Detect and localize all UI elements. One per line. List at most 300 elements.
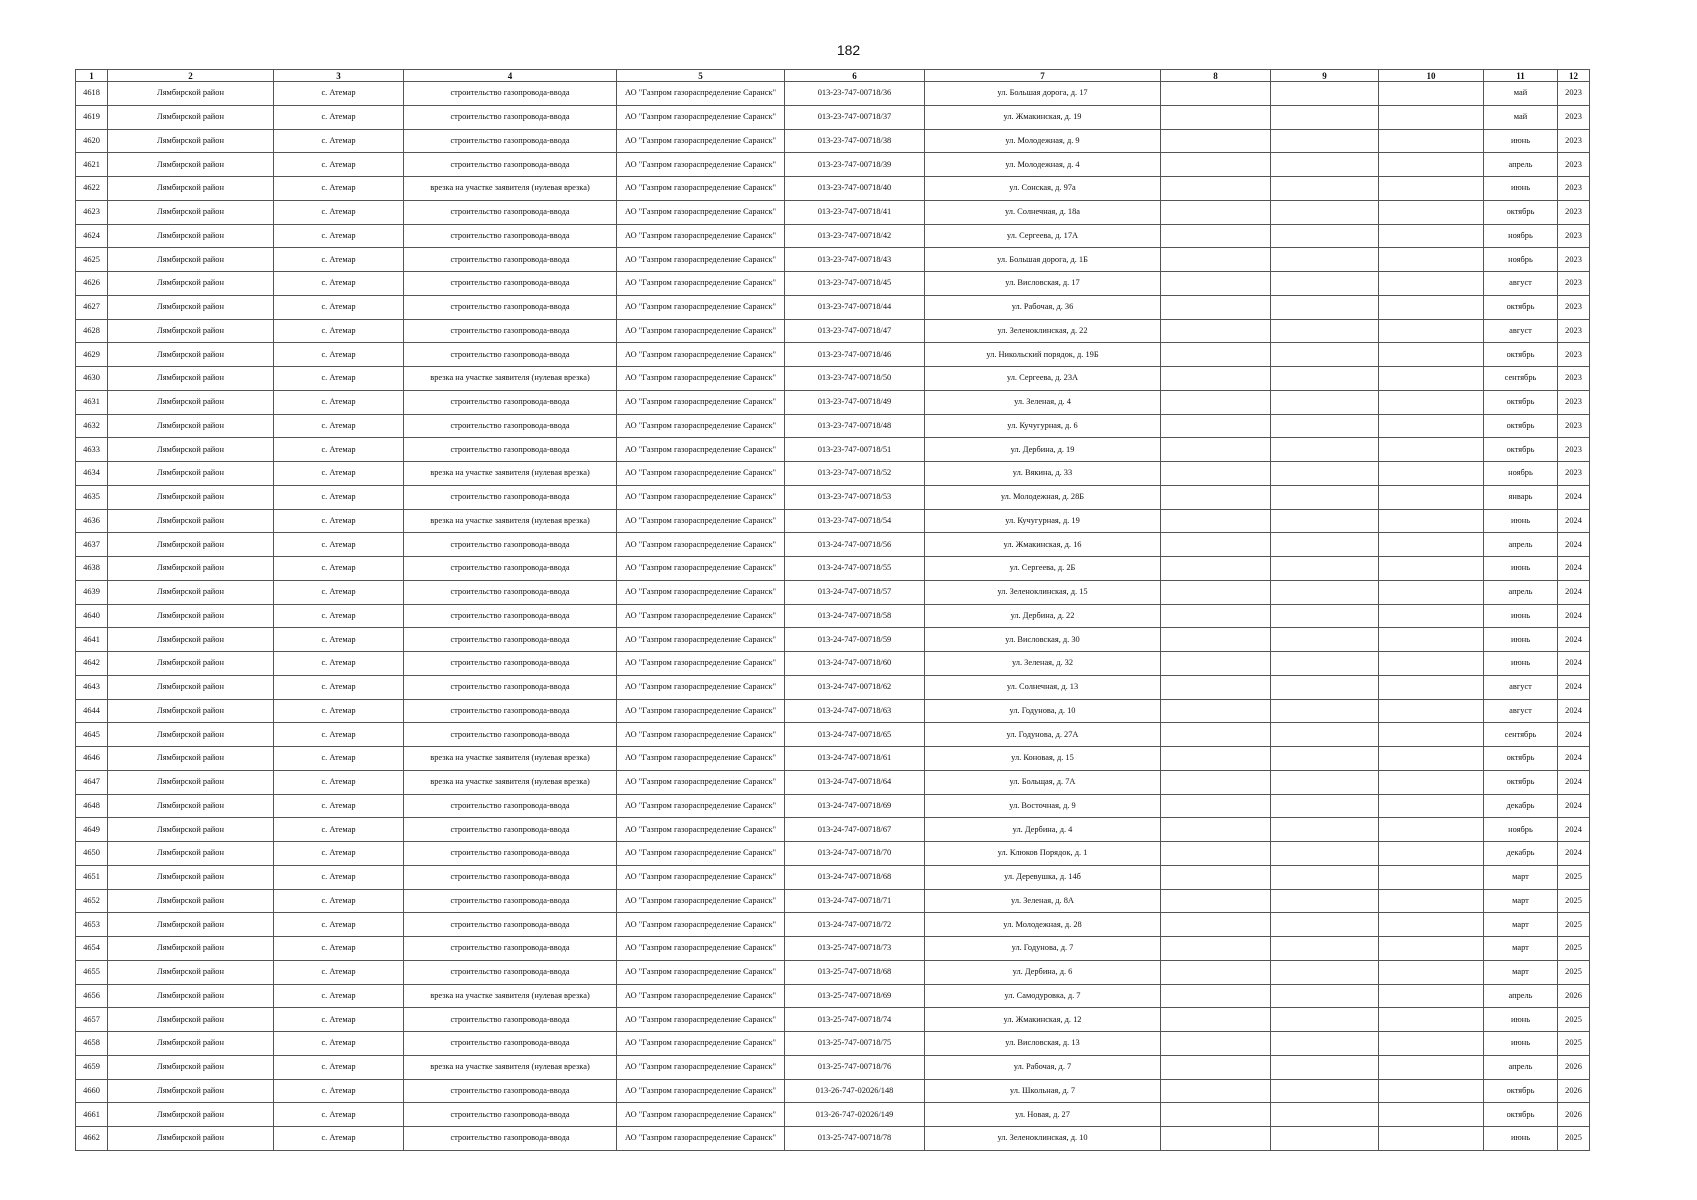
- table-cell: июнь: [1484, 652, 1558, 676]
- table-cell: строительство газопровода-ввода: [404, 105, 617, 129]
- table-cell: строительство газопровода-ввода: [404, 842, 617, 866]
- table-cell: строительство газопровода-ввода: [404, 438, 617, 462]
- table-cell: АО "Газпром газораспределение Саранск": [617, 224, 785, 248]
- table-cell: 2024: [1558, 747, 1590, 771]
- table-cell: с. Атемар: [274, 818, 404, 842]
- table-cell: 4640: [76, 604, 108, 628]
- table-cell: строительство газопровода-ввода: [404, 794, 617, 818]
- table-cell: Лямбирской район: [108, 865, 274, 889]
- table-cell: 4652: [76, 889, 108, 913]
- table-cell: июнь: [1484, 509, 1558, 533]
- table-cell: 013-24-747-00718/69: [785, 794, 925, 818]
- table-cell: [1379, 248, 1484, 272]
- table-cell: 2026: [1558, 984, 1590, 1008]
- table-cell: 2023: [1558, 82, 1590, 106]
- table-cell: [1379, 842, 1484, 866]
- table-cell: ул. Кучугурная, д. 19: [925, 509, 1161, 533]
- table-cell: [1161, 177, 1271, 201]
- table-row: [76, 1055, 1590, 1079]
- table-cell: [1161, 438, 1271, 462]
- table-cell: 013-23-747-00718/41: [785, 200, 925, 224]
- table-cell: с. Атемар: [274, 319, 404, 343]
- table-cell: [1161, 557, 1271, 581]
- table-cell: [1271, 295, 1379, 319]
- table-cell: [1271, 509, 1379, 533]
- table-cell: [1271, 390, 1379, 414]
- table-cell: Лямбирской район: [108, 200, 274, 224]
- table-cell: октябрь: [1484, 200, 1558, 224]
- table-cell: 013-23-747-00718/43: [785, 248, 925, 272]
- table-cell: август: [1484, 272, 1558, 296]
- page-number: 182: [836, 42, 861, 58]
- table-cell: [1379, 604, 1484, 628]
- table-cell: [1379, 747, 1484, 771]
- table-cell: строительство газопровода-ввода: [404, 1079, 617, 1103]
- table-cell: строительство газопровода-ввода: [404, 319, 617, 343]
- table-cell: [1379, 129, 1484, 153]
- table-cell: Лямбирской район: [108, 937, 274, 961]
- table-cell: [1271, 319, 1379, 343]
- column-header: 1: [76, 70, 108, 82]
- table-cell: [1379, 1127, 1484, 1151]
- table-cell: ул. Годунова, д. 7: [925, 937, 1161, 961]
- table-cell: с. Атемар: [274, 390, 404, 414]
- table-cell: Лямбирской район: [108, 652, 274, 676]
- table-row: [76, 438, 1590, 462]
- table-cell: 013-23-747-00718/44: [785, 295, 925, 319]
- table-cell: 4619: [76, 105, 108, 129]
- table-cell: Лямбирской район: [108, 462, 274, 486]
- table-cell: август: [1484, 699, 1558, 723]
- table-cell: 2024: [1558, 485, 1590, 509]
- table-cell: с. Атемар: [274, 557, 404, 581]
- table-row: [76, 390, 1590, 414]
- table-cell: ул. Сергеева, д. 23А: [925, 367, 1161, 391]
- table-cell: [1271, 414, 1379, 438]
- table-cell: [1161, 295, 1271, 319]
- table-cell: [1379, 438, 1484, 462]
- table-cell: [1161, 723, 1271, 747]
- table-cell: 013-23-747-00718/49: [785, 390, 925, 414]
- table-cell: [1161, 200, 1271, 224]
- table-cell: строительство газопровода-ввода: [404, 414, 617, 438]
- table-cell: 013-25-747-00718/76: [785, 1055, 925, 1079]
- column-header: 10: [1379, 70, 1484, 82]
- table-cell: 013-24-747-00718/56: [785, 533, 925, 557]
- table-cell: 013-24-747-00718/60: [785, 652, 925, 676]
- table-cell: 2024: [1558, 557, 1590, 581]
- table-row: [76, 937, 1590, 961]
- table-cell: строительство газопровода-ввода: [404, 1127, 617, 1151]
- table-cell: [1379, 770, 1484, 794]
- table-cell: 013-24-747-00718/65: [785, 723, 925, 747]
- table-cell: 013-23-747-00718/50: [785, 367, 925, 391]
- table-cell: Лямбирской район: [108, 699, 274, 723]
- table-cell: 2023: [1558, 177, 1590, 201]
- table-cell: [1161, 1032, 1271, 1056]
- table-cell: [1161, 913, 1271, 937]
- table-cell: 2024: [1558, 509, 1590, 533]
- table-cell: 2026: [1558, 1103, 1590, 1127]
- table-cell: Лямбирской район: [108, 818, 274, 842]
- table-cell: ул. Сонская, д. 97а: [925, 177, 1161, 201]
- table-cell: [1161, 105, 1271, 129]
- table-cell: Лямбирской район: [108, 414, 274, 438]
- table-cell: АО "Газпром газораспределение Саранск": [617, 414, 785, 438]
- table-cell: июнь: [1484, 1008, 1558, 1032]
- table-cell: ул. Кучугурная, д. 6: [925, 414, 1161, 438]
- table-cell: строительство газопровода-ввода: [404, 604, 617, 628]
- table-cell: [1161, 770, 1271, 794]
- table-row: [76, 1008, 1590, 1032]
- table-cell: [1271, 485, 1379, 509]
- table-cell: [1379, 153, 1484, 177]
- table-row: [76, 699, 1590, 723]
- table-cell: май: [1484, 82, 1558, 106]
- table-cell: 013-23-747-00718/38: [785, 129, 925, 153]
- table-row: [76, 889, 1590, 913]
- table-cell: [1379, 580, 1484, 604]
- table-cell: ул. Большая дорога, д. 1Б: [925, 248, 1161, 272]
- table-cell: строительство газопровода-ввода: [404, 129, 617, 153]
- table-row: [76, 509, 1590, 533]
- table-cell: с. Атемар: [274, 889, 404, 913]
- table-cell: [1161, 675, 1271, 699]
- table-cell: 013-24-747-00718/72: [785, 913, 925, 937]
- table-cell: [1161, 818, 1271, 842]
- table-cell: [1161, 960, 1271, 984]
- table-cell: июнь: [1484, 177, 1558, 201]
- column-header: 9: [1271, 70, 1379, 82]
- table-cell: [1271, 842, 1379, 866]
- table-cell: 013-24-747-00718/57: [785, 580, 925, 604]
- table-cell: ноябрь: [1484, 248, 1558, 272]
- table-cell: с. Атемар: [274, 224, 404, 248]
- table-row: [76, 343, 1590, 367]
- table-cell: с. Атемар: [274, 272, 404, 296]
- table-cell: АО "Газпром газораспределение Саранск": [617, 343, 785, 367]
- table-cell: [1379, 628, 1484, 652]
- table-cell: с. Атемар: [274, 485, 404, 509]
- table-cell: июнь: [1484, 129, 1558, 153]
- table-cell: ул. Сергеева, д. 2Б: [925, 557, 1161, 581]
- table-cell: [1379, 652, 1484, 676]
- table-cell: [1271, 984, 1379, 1008]
- table-cell: АО "Газпром газораспределение Саранск": [617, 794, 785, 818]
- table-cell: 2026: [1558, 1079, 1590, 1103]
- table-cell: [1379, 1055, 1484, 1079]
- table-cell: с. Атемар: [274, 1055, 404, 1079]
- table-cell: [1379, 889, 1484, 913]
- table-cell: с. Атемар: [274, 913, 404, 937]
- table-cell: с. Атемар: [274, 580, 404, 604]
- table-row: [76, 485, 1590, 509]
- table-cell: ул. Дербина, д. 6: [925, 960, 1161, 984]
- table-cell: Лямбирской район: [108, 509, 274, 533]
- table-cell: [1379, 794, 1484, 818]
- table-row: [76, 794, 1590, 818]
- table-cell: 013-25-747-00718/78: [785, 1127, 925, 1151]
- table-cell: АО "Газпром газораспределение Саранск": [617, 818, 785, 842]
- table-cell: 4646: [76, 747, 108, 771]
- table-cell: 4654: [76, 937, 108, 961]
- table-cell: ул. Дербина, д. 19: [925, 438, 1161, 462]
- table-cell: Лямбирской район: [108, 105, 274, 129]
- table-cell: 2024: [1558, 699, 1590, 723]
- table-cell: 2025: [1558, 1032, 1590, 1056]
- table-cell: ул. Рабочая, д. 36: [925, 295, 1161, 319]
- table-cell: [1161, 1055, 1271, 1079]
- table-cell: 2023: [1558, 224, 1590, 248]
- table-cell: [1271, 224, 1379, 248]
- table-cell: АО "Газпром газораспределение Саранск": [617, 699, 785, 723]
- table-cell: [1161, 699, 1271, 723]
- table-cell: АО "Газпром газораспределение Саранск": [617, 937, 785, 961]
- table-cell: с. Атемар: [274, 794, 404, 818]
- table-cell: [1379, 343, 1484, 367]
- table-cell: 4635: [76, 485, 108, 509]
- table-cell: строительство газопровода-ввода: [404, 200, 617, 224]
- table-cell: [1271, 105, 1379, 129]
- table-cell: [1271, 1008, 1379, 1032]
- table-cell: ул. Сергеева, д. 17А: [925, 224, 1161, 248]
- table-row: [76, 1127, 1590, 1151]
- table-cell: [1271, 82, 1379, 106]
- table-cell: 013-24-747-00718/59: [785, 628, 925, 652]
- table-cell: 2024: [1558, 628, 1590, 652]
- table-cell: ул. Зеленая, д. 8А: [925, 889, 1161, 913]
- table-cell: апрель: [1484, 580, 1558, 604]
- table-cell: Лямбирской район: [108, 129, 274, 153]
- table-cell: [1161, 129, 1271, 153]
- table-cell: АО "Газпром газораспределение Саранск": [617, 272, 785, 296]
- table-cell: ул. Годунова, д. 27А: [925, 723, 1161, 747]
- table-cell: АО "Газпром газораспределение Саранск": [617, 153, 785, 177]
- table-cell: с. Атемар: [274, 865, 404, 889]
- table-cell: с. Атемар: [274, 628, 404, 652]
- table-cell: 2025: [1558, 937, 1590, 961]
- table-cell: АО "Газпром газораспределение Саранск": [617, 913, 785, 937]
- table-cell: ул. Зеленоклинская, д. 22: [925, 319, 1161, 343]
- table-cell: 4650: [76, 842, 108, 866]
- table-cell: ул. Зеленая, д. 4: [925, 390, 1161, 414]
- table-cell: с. Атемар: [274, 295, 404, 319]
- table-cell: с. Атемар: [274, 200, 404, 224]
- table-cell: с. Атемар: [274, 1127, 404, 1151]
- column-header: 2: [108, 70, 274, 82]
- table-cell: 4657: [76, 1008, 108, 1032]
- table-cell: ул. Жмакинская, д. 16: [925, 533, 1161, 557]
- table-cell: АО "Газпром газораспределение Саранск": [617, 438, 785, 462]
- table-cell: [1271, 367, 1379, 391]
- table-cell: октябрь: [1484, 390, 1558, 414]
- table-cell: 4645: [76, 723, 108, 747]
- table-cell: [1161, 343, 1271, 367]
- table-cell: 2025: [1558, 1127, 1590, 1151]
- table-cell: строительство газопровода-ввода: [404, 1032, 617, 1056]
- table-cell: 2023: [1558, 295, 1590, 319]
- table-cell: [1379, 937, 1484, 961]
- table-cell: АО "Газпром газораспределение Саранск": [617, 485, 785, 509]
- table-cell: ул. Никольский порядок, д. 19Б: [925, 343, 1161, 367]
- table-cell: 013-23-747-00718/48: [785, 414, 925, 438]
- table-cell: АО "Газпром газораспределение Саранск": [617, 390, 785, 414]
- table-cell: 4655: [76, 960, 108, 984]
- table-cell: [1161, 652, 1271, 676]
- table-cell: [1379, 1008, 1484, 1032]
- table-cell: 013-23-747-00718/42: [785, 224, 925, 248]
- table-cell: с. Атемар: [274, 177, 404, 201]
- table-cell: [1271, 200, 1379, 224]
- table-cell: Лямбирской район: [108, 295, 274, 319]
- table-row: [76, 747, 1590, 771]
- table-cell: 013-23-747-00718/46: [785, 343, 925, 367]
- table-cell: [1161, 224, 1271, 248]
- table-cell: 2023: [1558, 414, 1590, 438]
- table-cell: строительство газопровода-ввода: [404, 580, 617, 604]
- table-cell: 4623: [76, 200, 108, 224]
- table-cell: июнь: [1484, 604, 1558, 628]
- table-cell: 013-23-747-00718/45: [785, 272, 925, 296]
- table-cell: [1161, 937, 1271, 961]
- table-row: [76, 129, 1590, 153]
- table-cell: [1271, 438, 1379, 462]
- table-cell: с. Атемар: [274, 462, 404, 486]
- table-cell: [1271, 462, 1379, 486]
- table-cell: 013-23-747-00718/54: [785, 509, 925, 533]
- table-cell: 4651: [76, 865, 108, 889]
- table-cell: март: [1484, 960, 1558, 984]
- table-cell: строительство газопровода-ввода: [404, 272, 617, 296]
- table-cell: [1161, 628, 1271, 652]
- table-cell: ул. Годунова, д. 10: [925, 699, 1161, 723]
- table-cell: врезка на участке заявителя (нулевая врезка): [404, 984, 617, 1008]
- table-cell: [1379, 984, 1484, 1008]
- table-cell: [1379, 533, 1484, 557]
- table-cell: АО "Газпром газораспределение Саранск": [617, 960, 785, 984]
- table-cell: [1271, 699, 1379, 723]
- table-cell: с. Атемар: [274, 842, 404, 866]
- table-cell: Лямбирской район: [108, 153, 274, 177]
- table-cell: [1161, 82, 1271, 106]
- table-cell: с. Атемар: [274, 129, 404, 153]
- table-cell: [1379, 82, 1484, 106]
- table-cell: с. Атемар: [274, 699, 404, 723]
- table-row: [76, 533, 1590, 557]
- table-cell: [1379, 960, 1484, 984]
- table-cell: [1161, 533, 1271, 557]
- table-cell: [1271, 272, 1379, 296]
- column-header: 5: [617, 70, 785, 82]
- table-cell: АО "Газпром газораспределение Саранск": [617, 628, 785, 652]
- table-cell: 2023: [1558, 200, 1590, 224]
- table-cell: врезка на участке заявителя (нулевая врезка): [404, 177, 617, 201]
- table-cell: строительство газопровода-ввода: [404, 723, 617, 747]
- table-cell: ул. Висловская, д. 30: [925, 628, 1161, 652]
- table-cell: 013-23-747-00718/39: [785, 153, 925, 177]
- table-cell: с. Атемар: [274, 1032, 404, 1056]
- table-cell: 4627: [76, 295, 108, 319]
- table-cell: [1271, 1127, 1379, 1151]
- table-cell: [1379, 485, 1484, 509]
- table-cell: Лямбирской район: [108, 1079, 274, 1103]
- table-cell: [1271, 557, 1379, 581]
- table-cell: АО "Газпром газораспределение Саранск": [617, 200, 785, 224]
- table-cell: с. Атемар: [274, 770, 404, 794]
- table-cell: 2023: [1558, 272, 1590, 296]
- table-cell: [1271, 604, 1379, 628]
- table-cell: [1379, 509, 1484, 533]
- table-row: [76, 414, 1590, 438]
- table-row: [76, 604, 1590, 628]
- table-row: [76, 818, 1590, 842]
- table-cell: [1161, 509, 1271, 533]
- table-cell: 2024: [1558, 770, 1590, 794]
- table-cell: АО "Газпром газораспределение Саранск": [617, 557, 785, 581]
- table-cell: Лямбирской район: [108, 842, 274, 866]
- table-cell: [1379, 390, 1484, 414]
- table-cell: 4662: [76, 1127, 108, 1151]
- table-cell: АО "Газпром газораспределение Саранск": [617, 747, 785, 771]
- table-cell: [1161, 367, 1271, 391]
- table-cell: [1161, 319, 1271, 343]
- table-cell: 4630: [76, 367, 108, 391]
- column-header: 7: [925, 70, 1161, 82]
- table-row: [76, 200, 1590, 224]
- table-cell: с. Атемар: [274, 153, 404, 177]
- column-header: 3: [274, 70, 404, 82]
- table-cell: АО "Газпром газораспределение Саранск": [617, 319, 785, 343]
- table-cell: 013-25-747-00718/73: [785, 937, 925, 961]
- table-cell: [1271, 153, 1379, 177]
- table-cell: [1161, 865, 1271, 889]
- table-cell: Лямбирской район: [108, 557, 274, 581]
- table-cell: август: [1484, 319, 1558, 343]
- table-cell: [1271, 1055, 1379, 1079]
- table-cell: АО "Газпром газораспределение Саранск": [617, 248, 785, 272]
- table-cell: [1271, 628, 1379, 652]
- table-cell: 2024: [1558, 604, 1590, 628]
- table-cell: 013-23-747-00718/36: [785, 82, 925, 106]
- table-cell: 2024: [1558, 533, 1590, 557]
- registry-table: [75, 69, 1590, 1151]
- table-cell: АО "Газпром газораспределение Саранск": [617, 865, 785, 889]
- table-cell: АО "Газпром газораспределение Саранск": [617, 1055, 785, 1079]
- table-cell: Лямбирской район: [108, 367, 274, 391]
- table-row: [76, 628, 1590, 652]
- table-cell: 4631: [76, 390, 108, 414]
- table-cell: Лямбирской район: [108, 319, 274, 343]
- table-cell: сентябрь: [1484, 723, 1558, 747]
- table-cell: октябрь: [1484, 1079, 1558, 1103]
- table-cell: [1271, 675, 1379, 699]
- table-cell: [1379, 1079, 1484, 1103]
- table-cell: Лямбирской район: [108, 248, 274, 272]
- table-cell: декабрь: [1484, 794, 1558, 818]
- table-cell: строительство газопровода-ввода: [404, 343, 617, 367]
- column-header: 4: [404, 70, 617, 82]
- table-cell: 2023: [1558, 129, 1590, 153]
- table-row: [76, 1079, 1590, 1103]
- table-cell: ул. Жмакинская, д. 12: [925, 1008, 1161, 1032]
- table-cell: строительство газопровода-ввода: [404, 652, 617, 676]
- table-cell: Лямбирской район: [108, 1103, 274, 1127]
- table-cell: ул. Самодуровка, д. 7: [925, 984, 1161, 1008]
- table-cell: 4636: [76, 509, 108, 533]
- table-cell: июнь: [1484, 557, 1558, 581]
- table-cell: [1271, 1032, 1379, 1056]
- table-cell: ул. Солнечная, д. 18а: [925, 200, 1161, 224]
